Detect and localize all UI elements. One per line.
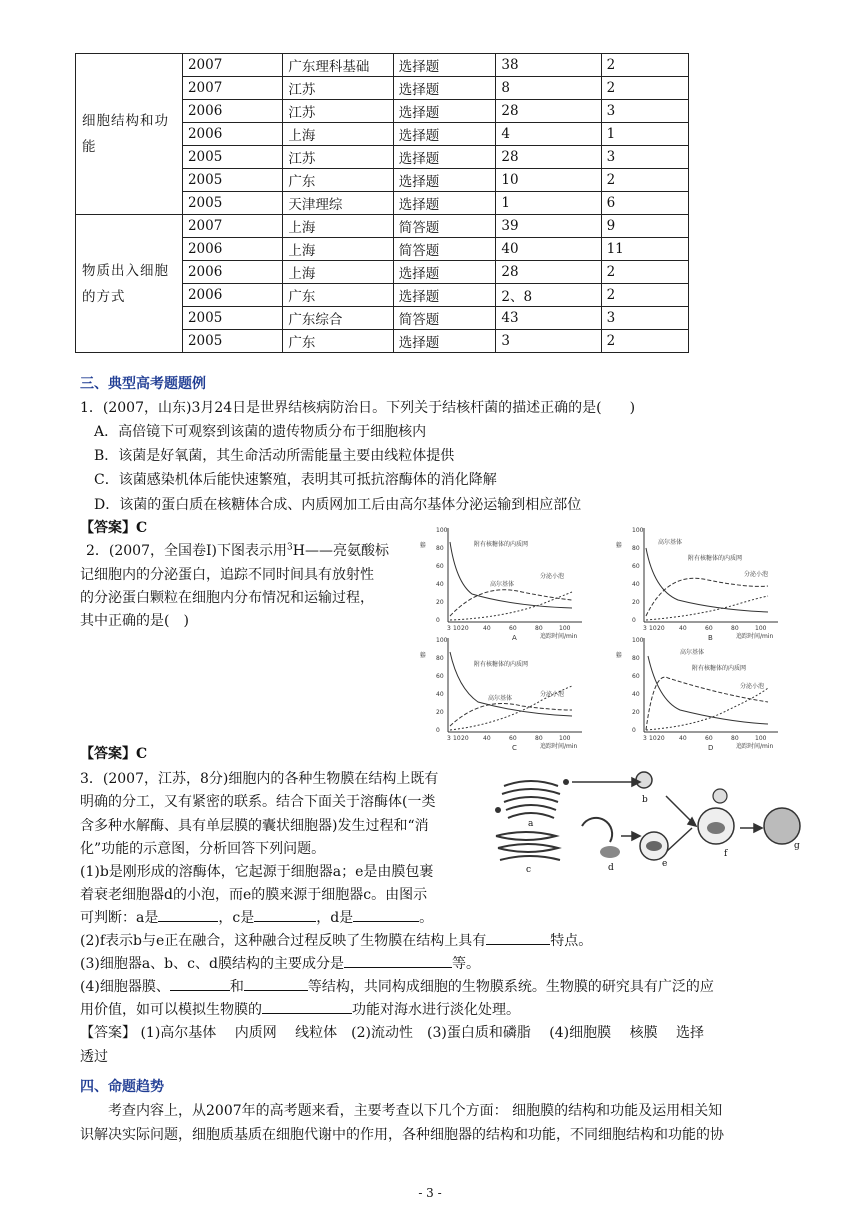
fig-label-e: e <box>662 859 668 869</box>
chart-x-tick: 40 <box>483 625 491 632</box>
fig-label-b: b <box>642 795 648 805</box>
trends-line-1: 考查内容上，从2007年的高考题来看，主要考查以下几个方面： 细胞膜的结构和功能及运用相关知 <box>108 1103 723 1119</box>
table-cell: 2 <box>601 330 688 353</box>
chart-series-label: 附有核糖体的内质网 <box>692 665 747 672</box>
chart-x-tick: 100 <box>559 735 571 742</box>
chart-x-tick: 80 <box>731 625 739 632</box>
table-cell: 选择题 <box>393 284 496 307</box>
table-cell: 11 <box>601 238 688 261</box>
table-cell: 28 <box>496 261 601 284</box>
table-cell: 39 <box>496 215 601 238</box>
table-cell: 2007 <box>182 54 282 77</box>
table-cell: 选择题 <box>393 330 496 353</box>
table-cell: 选择题 <box>393 169 496 192</box>
table-cell: 3 <box>496 330 601 353</box>
question-2-line-2: 记细胞内的分泌蛋白，追踪不同时间具有放射性 <box>80 567 374 583</box>
chart-series-label: 附有核糖体的内质网 <box>474 661 529 668</box>
chart-y-tick: 100 <box>436 527 448 534</box>
table-cell: 简答题 <box>393 307 496 330</box>
table-cell: 广东 <box>283 169 393 192</box>
chart-x-tick: 100 <box>559 625 571 632</box>
chart-panel-letter: D <box>708 744 714 750</box>
table-cell: 江苏 <box>283 100 393 123</box>
table-row <box>76 215 689 238</box>
question-3-part-4: (4)细胞器膜、 和 等结构，共同构成细胞的生物膜系统。生物膜的研究具有广泛的应 <box>80 979 714 995</box>
table-cell: 广东综合 <box>283 307 393 330</box>
table-row <box>76 54 689 77</box>
table-cell: 简答题 <box>393 215 496 238</box>
table-cell: 2006 <box>182 238 282 261</box>
question-3-line-7: 可判断：a是 ，c是 ，d是 。 <box>80 910 434 926</box>
question-1-option-d: D．该菌的蛋白质在核糖体合成、内质网加工后由高尔基体分泌运输到相应部位 <box>94 497 582 513</box>
table-cell: 简答题 <box>393 238 496 261</box>
blank-part-2 <box>486 932 550 945</box>
chart-y-tick: 40 <box>436 581 444 588</box>
chart-y-tick: 0 <box>632 617 636 624</box>
table-cell: 2007 <box>182 77 282 100</box>
table-cell: 选择题 <box>393 123 496 146</box>
table-cell: 上海 <box>283 123 393 146</box>
chart-x-tick: 20 <box>461 625 469 632</box>
table-cell: 选择题 <box>393 146 496 169</box>
chart-x-tick: 20 <box>461 735 469 742</box>
question-3-answer-line-1: 【答案】 (1)高尔基体 内质网 线粒体 (2)流动性 (3)蛋白质和磷脂 (4)细胞膜 核膜 选择 <box>80 1025 705 1041</box>
table-cell: 10 <box>496 169 601 192</box>
chart-y-tick: 60 <box>436 563 444 570</box>
table-cell: 28 <box>496 100 601 123</box>
table-cell: 2006 <box>182 100 282 123</box>
table-cell: 选择题 <box>393 100 496 123</box>
table-cell: 2006 <box>182 261 282 284</box>
chart-x-tick: 60 <box>705 625 713 632</box>
chart-x-tick: 10 <box>649 735 657 742</box>
question-3-line-4: 化”功能的示意图，分析回答下列问题。 <box>80 841 326 857</box>
chart-x-tick: 80 <box>535 625 543 632</box>
table-cell: 3 <box>601 146 688 169</box>
chart-x-tick: 10 <box>649 625 657 632</box>
chart-y-tick: 0 <box>436 617 440 624</box>
chart-panel-d <box>608 630 808 750</box>
chart-y-tick: 20 <box>632 599 640 606</box>
chart-y-tick: 20 <box>436 599 444 606</box>
chart-series-label: 分泌小泡 <box>540 691 565 698</box>
chart-y-tick: 60 <box>436 673 444 680</box>
chart-panel-b <box>608 520 808 640</box>
chart-y-tick: 60 <box>632 563 640 570</box>
table-cell: 1 <box>496 192 601 215</box>
chart-y-tick: 20 <box>632 709 640 716</box>
blank-part-4c <box>262 1001 352 1014</box>
chart-x-tick: 60 <box>509 735 517 742</box>
chart-x-label: 追踪时间/min <box>540 743 578 750</box>
page-number: - 3 - <box>418 1186 442 1200</box>
question-3-part-2: (2)f表示b与e正在融合，这种融合过程反映了生物膜在结构上具有 特点。 <box>80 933 593 949</box>
table-cell: 江苏 <box>283 77 393 100</box>
question-2-line-3: 的分泌蛋白颗粒在细胞内分布情况和运输过程， <box>80 590 374 606</box>
table-cell: 28 <box>496 146 601 169</box>
chart-y-tick: 40 <box>632 691 640 698</box>
table-cell: 2 <box>601 261 688 284</box>
chart-y-tick: 100 <box>632 527 644 534</box>
question-1-option-a: A．高倍镜下可观察到该菌的遗传物质分布于细胞核内 <box>94 424 427 440</box>
table-cell: 广东 <box>283 330 393 353</box>
question-2-line-4: 其中正确的是( ) <box>80 613 189 629</box>
question-3-part-3: (3)细胞器a、b、c、d膜结构的主要成分是 等。 <box>80 956 480 972</box>
table-cell: 选择题 <box>393 77 496 100</box>
chart-x-tick: 80 <box>731 735 739 742</box>
table-cell: 2005 <box>182 146 282 169</box>
table-cell: 38 <box>496 54 601 77</box>
section-heading-typical-questions: 三、典型高考题题例 <box>80 376 206 392</box>
table-cell: 4 <box>496 123 601 146</box>
question-2-answer: 【答案】C <box>80 746 148 762</box>
fig-label-d: d <box>608 863 614 873</box>
question-3-line-6: 着衰老细胞器d的小泡，而e的膜来源于细胞器c。由图示 <box>80 887 428 903</box>
chart-y-tick: 80 <box>436 545 444 552</box>
question-3-answer-line-2: 透过 <box>80 1049 108 1065</box>
chart-x-tick: 40 <box>679 625 687 632</box>
table-cell: 选择题 <box>393 192 496 215</box>
table-cell: 2006 <box>182 284 282 307</box>
chart-y-tick: 0 <box>436 727 440 734</box>
chart-x-tick: 80 <box>535 735 543 742</box>
table-cell: 2、8 <box>496 284 601 307</box>
question-3-line-3: 含多种水解酶、具有单层膜的囊状细胞器)发生过程和“消 <box>80 818 429 834</box>
blank-part-4b <box>244 978 308 991</box>
chart-x-tick: 3 <box>447 625 451 632</box>
table-cell: 上海 <box>283 261 393 284</box>
question-1-stem: 1．(2007，山东)3月24日是世界结核病防治日。下列关于结核杆菌的描述正确的是( ) <box>80 400 636 416</box>
chart-y-tick: 20 <box>436 709 444 716</box>
chart-y-tick: 40 <box>632 581 640 588</box>
chart-x-label: 追踪时间/min <box>736 743 774 750</box>
chart-panel-letter: A <box>512 634 517 640</box>
table-cell: 江苏 <box>283 146 393 169</box>
table-cell: 1 <box>601 123 688 146</box>
fig-label-f: f <box>724 849 728 859</box>
chart-y-tick: 40 <box>436 691 444 698</box>
chart-series-label: 分泌小泡 <box>540 573 565 580</box>
blank-part-3 <box>344 955 452 968</box>
chart-x-tick: 3 <box>643 625 647 632</box>
exam-statistics-table <box>75 53 689 353</box>
chart-x-tick: 10 <box>453 735 461 742</box>
chart-x-tick: 40 <box>483 735 491 742</box>
blank-a <box>158 909 218 922</box>
table-cell: 2 <box>601 54 688 77</box>
table-cell: 天津理综 <box>283 192 393 215</box>
chart-y-label: 放射性颗粒数% <box>614 652 622 694</box>
table-cell: 2 <box>601 77 688 100</box>
table-cell: 广东 <box>283 284 393 307</box>
table-topic-cell: 物质出入细胞的方式 <box>76 215 183 353</box>
chart-x-tick: 60 <box>509 625 517 632</box>
chart-y-tick: 100 <box>632 637 644 644</box>
question-1-option-c: C．该菌感染机体后能快速繁殖，表明其可抵抗溶酶体的消化降解 <box>94 472 497 488</box>
chart-panel-a <box>412 520 612 640</box>
chart-series-line <box>646 688 768 730</box>
fig-label-g: g <box>794 841 800 851</box>
chart-x-label: 追踪时间/min <box>540 633 578 640</box>
table-cell: 2 <box>601 169 688 192</box>
chart-series-label: 高尔基体 <box>490 581 515 588</box>
chart-series-line <box>646 596 768 620</box>
chart-x-tick: 100 <box>755 735 767 742</box>
chart-y-label: 放射性颗粒数% <box>614 542 622 584</box>
table-cell: 广东理科基础 <box>283 54 393 77</box>
table-cell: 2005 <box>182 330 282 353</box>
chart-panel-letter: C <box>512 744 517 750</box>
question-3-line-1: 3．(2007，江苏，8分)细胞内的各种生物膜在结构上既有 <box>80 771 439 787</box>
chart-series-line <box>646 578 768 616</box>
fig-label-c: c <box>526 865 532 875</box>
fig-label-a: a <box>528 819 534 829</box>
question-3-line-2: 明确的分工，又有紧密的联系。结合下面关于溶酶体(一类 <box>80 794 436 810</box>
chart-y-tick: 80 <box>632 655 640 662</box>
chart-series-label: 高尔基体 <box>488 695 513 702</box>
table-cell: 6 <box>601 192 688 215</box>
table-cell: 3 <box>601 100 688 123</box>
table-cell: 上海 <box>283 215 393 238</box>
chart-y-tick: 80 <box>436 655 444 662</box>
chart-x-label: 追踪时间/min <box>736 633 774 640</box>
question-1-answer: 【答案】C <box>80 520 148 536</box>
chart-y-label: 放射性颗粒数% <box>418 652 426 694</box>
table-cell: 上海 <box>283 238 393 261</box>
blank-c <box>254 909 316 922</box>
question-3-line-5: (1)b是刚形成的溶酶体，它起源于细胞器a；e是由膜包裹 <box>80 864 434 880</box>
chart-y-tick: 0 <box>632 727 636 734</box>
table-cell: 选择题 <box>393 54 496 77</box>
chart-series-label: 分泌小泡 <box>740 683 765 690</box>
question-2-line-1: 2．(2007，全国卷Ⅰ)下图表示用$^3$H——亮氨酸标 <box>86 542 389 559</box>
chart-panel-letter: B <box>708 634 713 640</box>
trends-line-2: 识解决实际问题，细胞质基质在细胞代谢中的作用，各种细胞器的结构和功能，不同细胞结构和功能的协 <box>80 1127 724 1143</box>
chart-panel-c <box>412 630 612 750</box>
chart-y-label: 放射性颗粒数% <box>418 542 426 584</box>
chart-x-tick: 20 <box>657 735 665 742</box>
table-cell: 2005 <box>182 192 282 215</box>
chart-y-tick: 60 <box>632 673 640 680</box>
table-cell: 43 <box>496 307 601 330</box>
question-3-part-4-cont: 用价值，如可以模拟生物膜的 功能对海水进行淡化处理。 <box>80 1002 520 1018</box>
blank-part-4a <box>170 978 230 991</box>
chart-series-line <box>450 592 572 620</box>
table-cell: 8 <box>496 77 601 100</box>
table-cell: 3 <box>601 307 688 330</box>
chart-x-tick: 20 <box>657 625 665 632</box>
table-cell: 2006 <box>182 123 282 146</box>
blank-d <box>353 909 419 922</box>
chart-x-tick: 60 <box>705 735 713 742</box>
lysosome-process-diagram <box>486 766 806 878</box>
table-topic-cell: 细胞结构和功能 <box>76 54 183 215</box>
table-cell: 2 <box>601 284 688 307</box>
chart-series-label: 分泌小泡 <box>744 571 769 578</box>
chart-series-label: 附有核糖体的内质网 <box>474 541 529 548</box>
chart-x-tick: 3 <box>447 735 451 742</box>
chart-y-tick: 100 <box>436 637 448 644</box>
table-cell: 2005 <box>182 169 282 192</box>
table-cell: 选择题 <box>393 261 496 284</box>
table-cell: 2007 <box>182 215 282 238</box>
chart-x-tick: 40 <box>679 735 687 742</box>
chart-series-label: 附有核糖体的内质网 <box>688 555 743 562</box>
chart-x-tick: 100 <box>755 625 767 632</box>
section-heading-trends: 四、命题趋势 <box>80 1079 164 1095</box>
question-1-option-b: B．该菌是好氧菌，其生命活动所需能量主要由线粒体提供 <box>94 448 455 464</box>
chart-x-tick: 10 <box>453 625 461 632</box>
chart-series-label: 高尔基体 <box>658 539 683 546</box>
chart-x-tick: 3 <box>643 735 647 742</box>
chart-y-tick: 80 <box>632 545 640 552</box>
table-cell: 40 <box>496 238 601 261</box>
table-cell: 2005 <box>182 307 282 330</box>
chart-series-label: 高尔基体 <box>680 649 705 656</box>
table-cell: 9 <box>601 215 688 238</box>
